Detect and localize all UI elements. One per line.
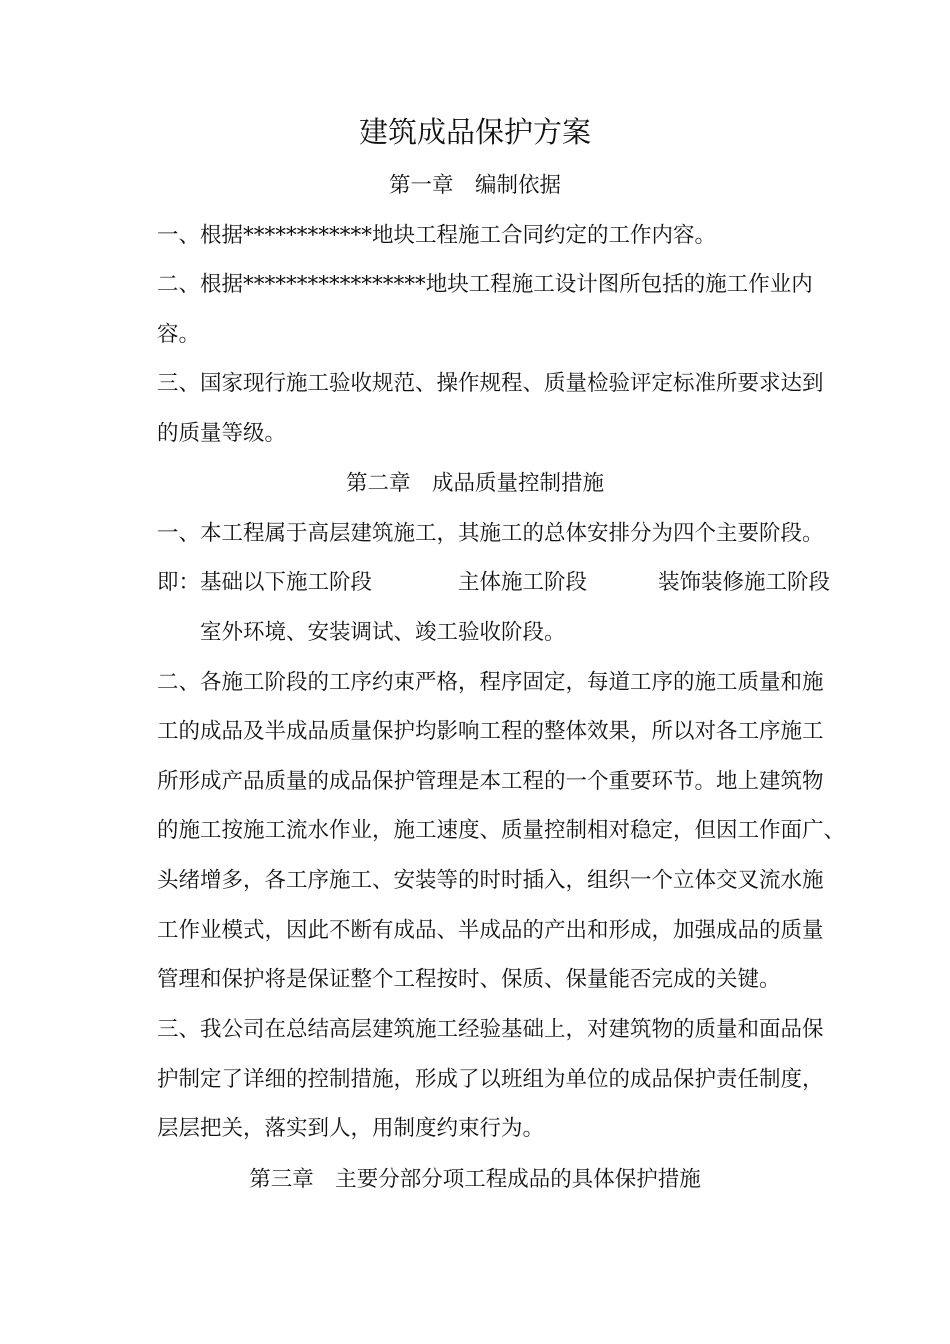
paragraph-line: 护制定了详细的控制措施，形成了以班组为单位的成品保护责任制度， xyxy=(157,1067,824,1092)
paragraph-line: 的质量等级。 xyxy=(157,421,287,446)
paragraph-line: 工的成品及半成品质量保护均影响工程的整体效果，所以对各工序施工 xyxy=(157,719,824,744)
paragraph-line: 一、本工程属于高层建筑施工，其施工的总体安排分为四个主要阶段。 xyxy=(157,521,824,546)
chapter-1-heading: 第一章 编制依据 xyxy=(388,173,561,198)
paragraph-line: 三、我公司在总结高层建筑施工经验基础上，对建筑物的质量和面品保 xyxy=(157,1017,824,1042)
stage-item: 装饰装修施工阶段 xyxy=(658,570,831,595)
stage-item: 室外环境、安装调试、竣工验收阶段。 xyxy=(200,620,566,645)
paragraph-line: 所形成产品质量的成品保护管理是本工程的一个重要环节。地上建筑物 xyxy=(157,769,824,794)
paragraph-line: 层层把关，落实到人，用制度约束行为。 xyxy=(157,1116,545,1141)
document-title: 建筑成品保护方案 xyxy=(358,115,591,149)
paragraph-line: 的施工按施工流水作业，施工速度、质量控制相对稳定，但因工作面广、 xyxy=(157,818,846,843)
paragraph-line: 管理和保护将是保证整个工程按时、保质、保量能否完成的关键。 xyxy=(157,967,781,992)
stage-list-prefix: 即：基础以下施工阶段 xyxy=(157,570,373,595)
paragraph-line: 二、各施工阶段的工序约束严格，程序固定，每道工序的施工质量和施 xyxy=(157,670,824,695)
paragraph-line: 一、根据************地块工程施工合同约定的工作内容。 xyxy=(157,223,717,248)
paragraph-line: 工作业模式，因此不断有成品、半成品的产出和形成，加强成品的质量 xyxy=(157,918,824,943)
chapter-2-heading: 第二章 成品质量控制措施 xyxy=(345,471,604,496)
paragraph-line: 三、国家现行施工验收规范、操作规程、质量检验评定标准所要求达到 xyxy=(157,371,824,396)
chapter-3-heading: 第三章 主要分部分项工程成品的具体保护措施 xyxy=(249,1167,701,1192)
paragraph-line: 容。 xyxy=(157,322,201,347)
stage-item: 主体施工阶段 xyxy=(458,570,588,595)
paragraph-line: 头绪增多，各工序施工、安装等的时时插入，组织一个立体交叉流水施 xyxy=(157,868,824,893)
paragraph-line: 二、根据*****************地块工程施工设计图所包括的施工作业内 xyxy=(157,272,813,297)
